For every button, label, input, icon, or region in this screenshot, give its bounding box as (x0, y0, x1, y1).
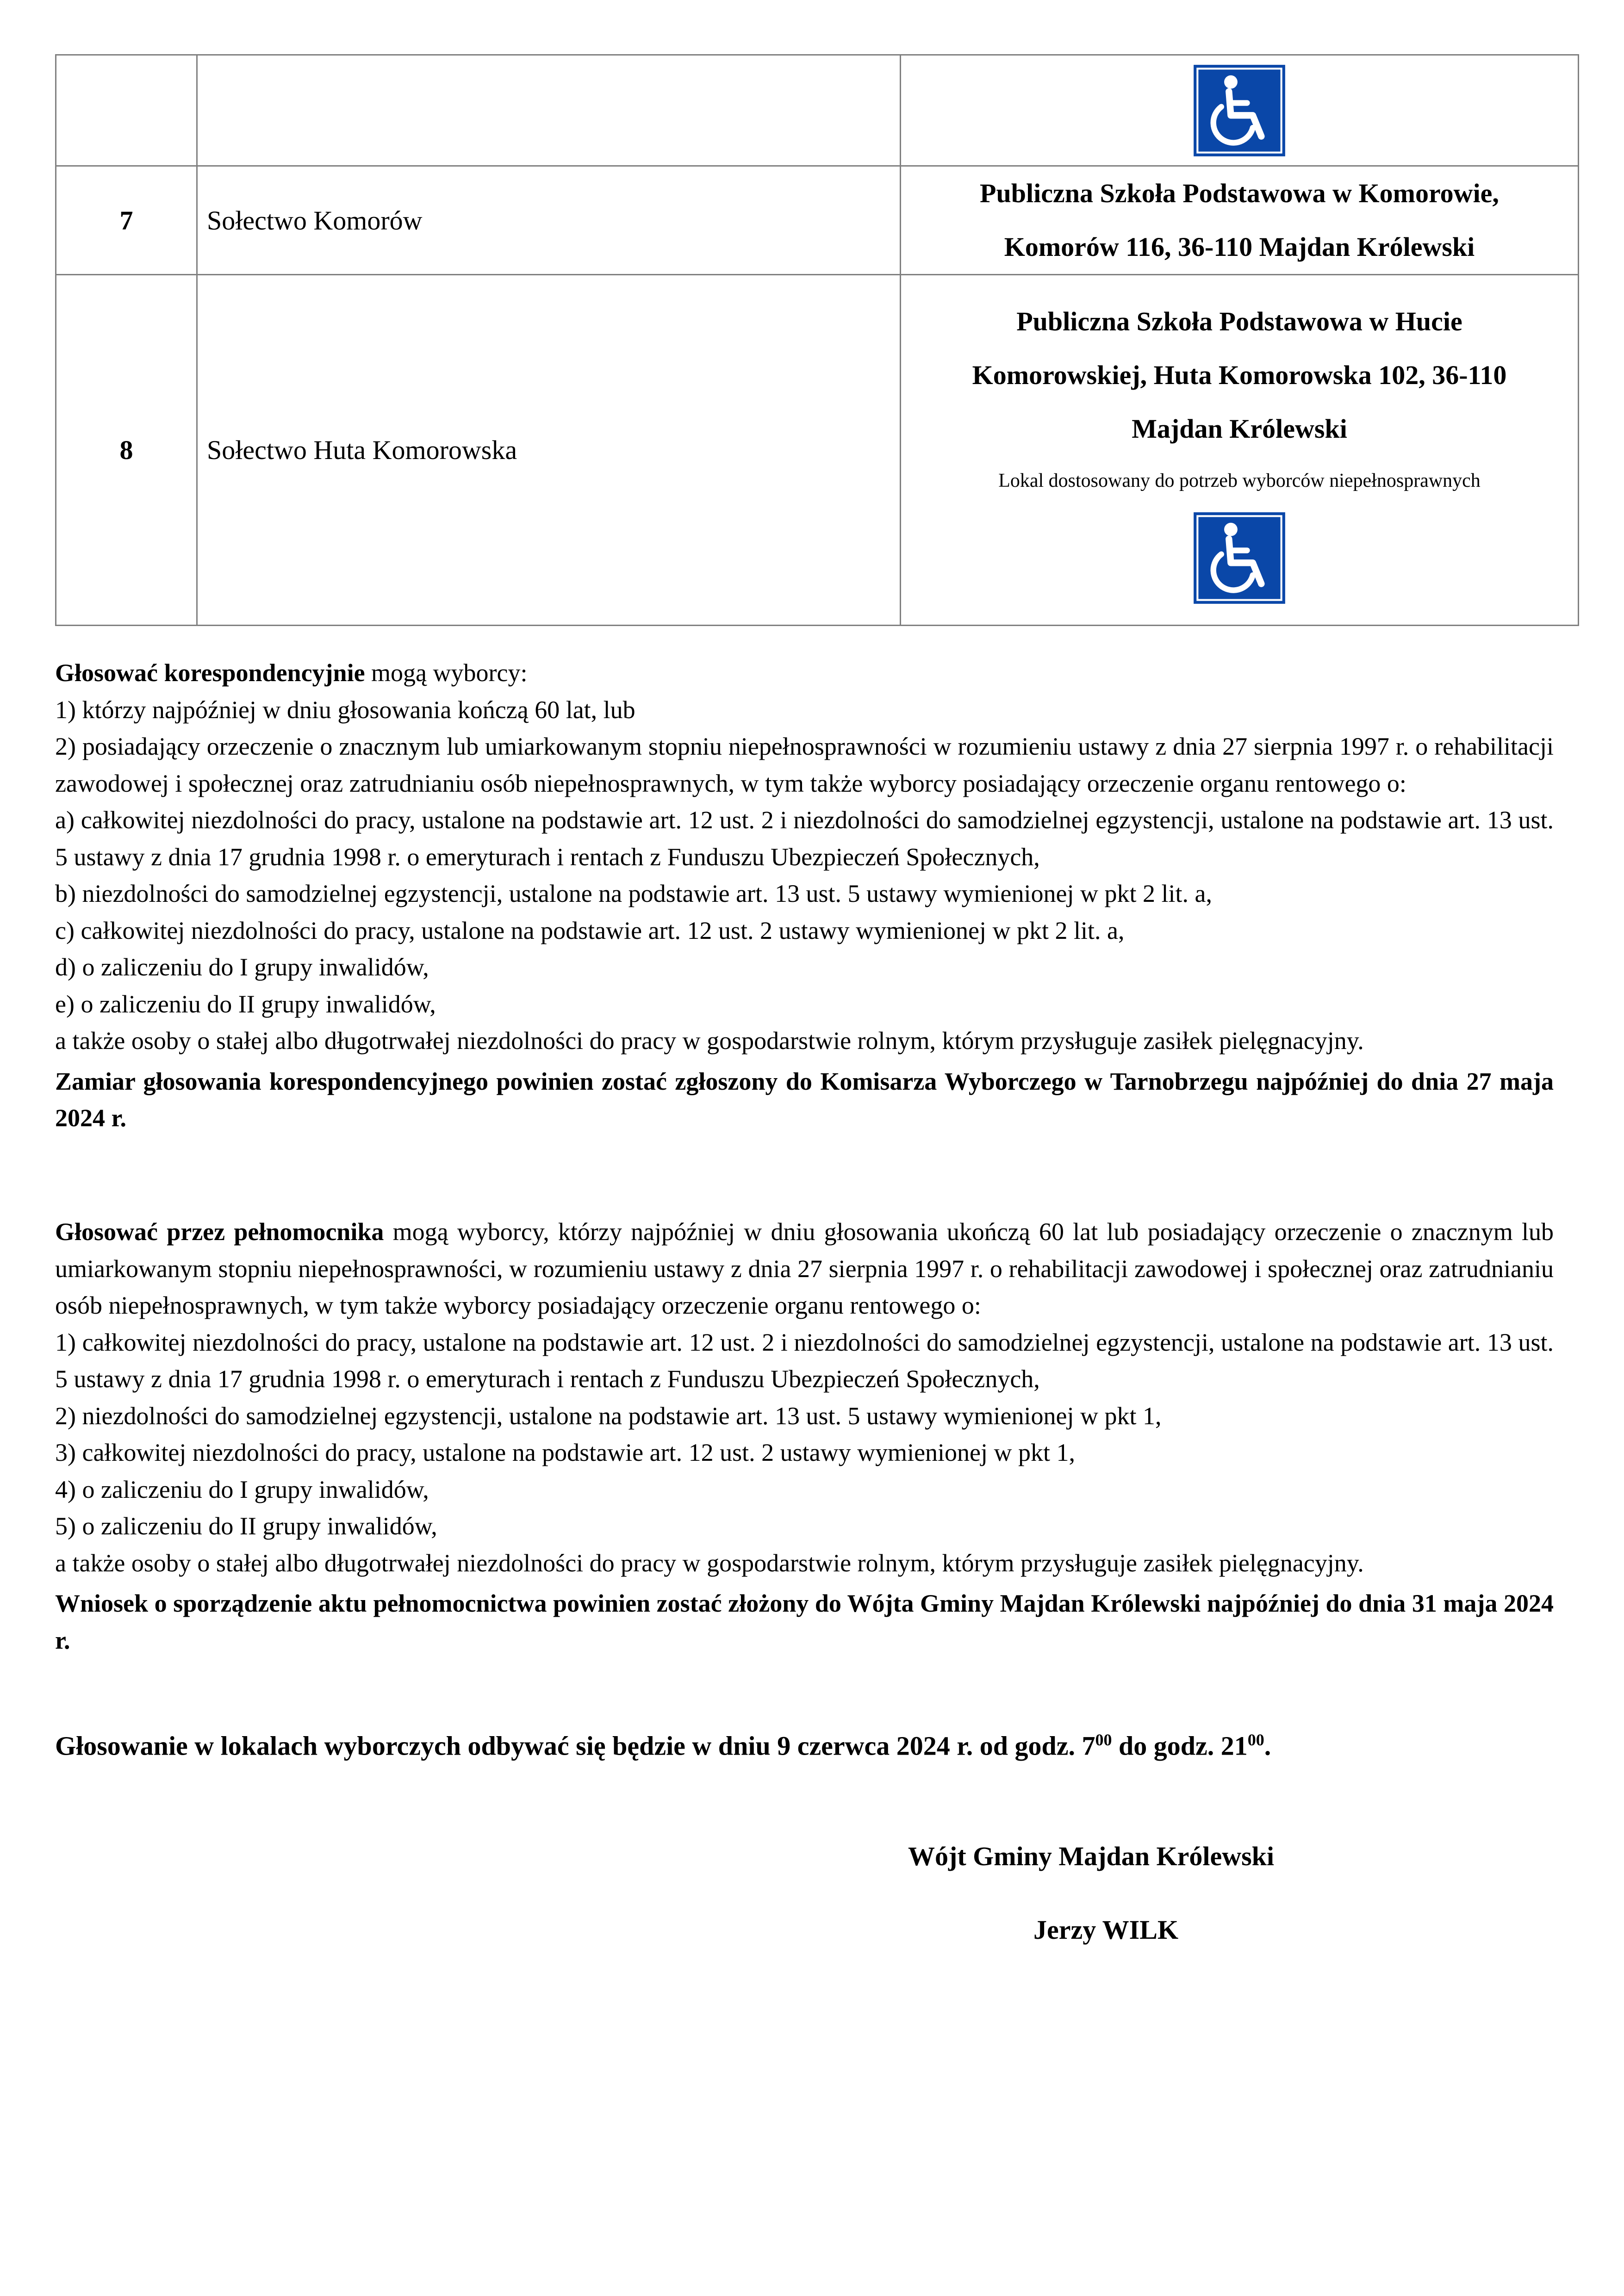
table-row (56, 55, 1579, 166)
list-item: e) o zaliczeniu do II grupy inwalidów, (55, 990, 436, 1018)
wheelchair-accessible-icon (1192, 510, 1287, 606)
row-place (901, 275, 1579, 626)
list-item: a także osoby o stałej albo długotrwałej niezdolności do pracy w gospodarstwie rolnym, którym przysługuje zasiłek pielęgnacyjny. (55, 1027, 1364, 1055)
row-number: 8 (56, 275, 197, 626)
signature-name: Jerzy WILK (1033, 1915, 1179, 1945)
section-intro: Głosować korespondencyjnie mogą wyborcy: (55, 659, 528, 687)
list-item: 3) całkowitej niezdolności do pracy, ustalone na podstawie art. 12 ust. 2 ustawy wymienionej w pkt 1, (55, 1439, 1076, 1466)
correspondence-voting-section (55, 655, 1554, 1137)
list-item: a) całkowitej niezdolności do pracy, ustalone na podstawie art. 12 ust. 2 i niezdolności do samodzielnej egzystencji, ustalone na podstawie art. 13 ust. 5 ustawy z dnia 17 grudnia 1998 r. o emeryturach i rentach z Funduszu Ubezpieczeń Społecznych, (55, 806, 1554, 871)
list-item: 2) posiadający orzeczenie o znacznym lub umiarkowanym stopniu niepełnosprawności w rozumieniu ustawy z dnia 27 sierpnia 1997 r. o rehabilitacji zawodowej i społecznej oraz zatrudnianiu osób niepełnosprawnych, w tym także wyborcy posiadający orzeczenie organu rentowego o: (55, 732, 1554, 797)
row-name: Sołectwo Komorów (197, 166, 901, 275)
list-item: d) o zaliczeniu do I grupy inwalidów, (55, 953, 429, 981)
list-item: 4) o zaliczeniu do I grupy inwalidów, (55, 1475, 429, 1503)
row-place (901, 55, 1579, 166)
proxy-deadline: Wniosek o sporządzenie aktu pełnomocnictwa powinien zostać złożony do Wójta Gminy Majdan Królewski najpóźniej do dnia 31 maja 2024 r. (55, 1589, 1554, 1654)
polling-place-address: Publiczna Szkoła Podstawowa w Hucie Komorowskiej, Huta Komorowska 102, 36-110 Majdan Królewski (972, 306, 1507, 444)
list-item: 5) o zaliczeniu do II grupy inwalidów, (55, 1512, 437, 1540)
row-place (901, 166, 1579, 275)
row-number (56, 55, 197, 166)
list-item: 1) którzy najpóźniej w dniu głosowania kończą 60 lat, lub (55, 695, 635, 724)
polling-place-address: Publiczna Szkoła Podstawowa w Komorowie, Komorów 116, 36-110 Majdan Królewski (980, 178, 1499, 262)
list-item: c) całkowitej niezdolności do pracy, ustalone na podstawie art. 12 ust. 2 ustawy wymienionej w pkt 2 lit. a, (55, 916, 1125, 944)
correspondence-deadline: Zamiar głosowania korespondencyjnego powinien zostać zgłoszony do Komisarza Wyborczego w Tarnobrzegu najpóźniej do dnia 27 maja 2024 r. (55, 1067, 1554, 1132)
table-row (56, 275, 1579, 626)
voting-hours: Głosowanie w lokalach wyborczych odbywać się będzie w dniu 9 czerwca 2024 r. od godz. $7^{00}$ do godz. $21^{00}$. (55, 1731, 1271, 1761)
list-item: 2) niezdolności do samodzielnej egzystencji, ustalone na podstawie art. 13 ust. 5 ustawy wymienionej w pkt 1, (55, 1402, 1162, 1430)
proxy-voting-section (55, 1214, 1554, 1659)
table-row (56, 166, 1579, 275)
list-item: 1) całkowitej niezdolności do pracy, ustalone na podstawie art. 12 ust. 2 i niezdolności do samodzielnej egzystencji, ustalone na podstawie art. 13 ust. 5 ustawy z dnia 17 grudnia 1998 r. o emeryturach i rentach z Funduszu Ubezpieczeń Społecznych, (55, 1328, 1554, 1393)
signature-title: Wójt Gminy Majdan Królewski (908, 1841, 1275, 1871)
polling-places-table (55, 54, 1579, 626)
section-intro: Głosować przez pełnomocnika mogą wyborcy, którzy najpóźniej w dniu głosowania ukończą 60 lat lub posiadający orzeczenie o znacznym lub umiarkowanym stopniu niepełnosprawności, w rozumieniu ustawy z dnia 27 sierpnia 1997 r. o rehabilitacji zawodowej i społecznej oraz zatrudnianiu osób niepełnosprawnych, w tym także wyborcy posiadający orzeczenie organu rentowego o: (55, 1218, 1554, 1319)
list-item: a także osoby o stałej albo długotrwałej niezdolności do pracy w gospodarstwie rolnym, którym przysługuje zasiłek pielęgnacyjny. (55, 1549, 1364, 1577)
accessibility-note: Lokal dostosowany do potrzeb wyborców niepełnosprawnych (998, 470, 1481, 491)
wheelchair-accessible-icon (1192, 63, 1287, 158)
row-name (197, 55, 901, 166)
row-name: Sołectwo Huta Komorowska (197, 275, 901, 626)
row-number: 7 (56, 166, 197, 275)
list-item: b) niezdolności do samodzielnej egzystencji, ustalone na podstawie art. 13 ust. 5 ustawy wymienionej w pkt 2 lit. a, (55, 880, 1212, 907)
